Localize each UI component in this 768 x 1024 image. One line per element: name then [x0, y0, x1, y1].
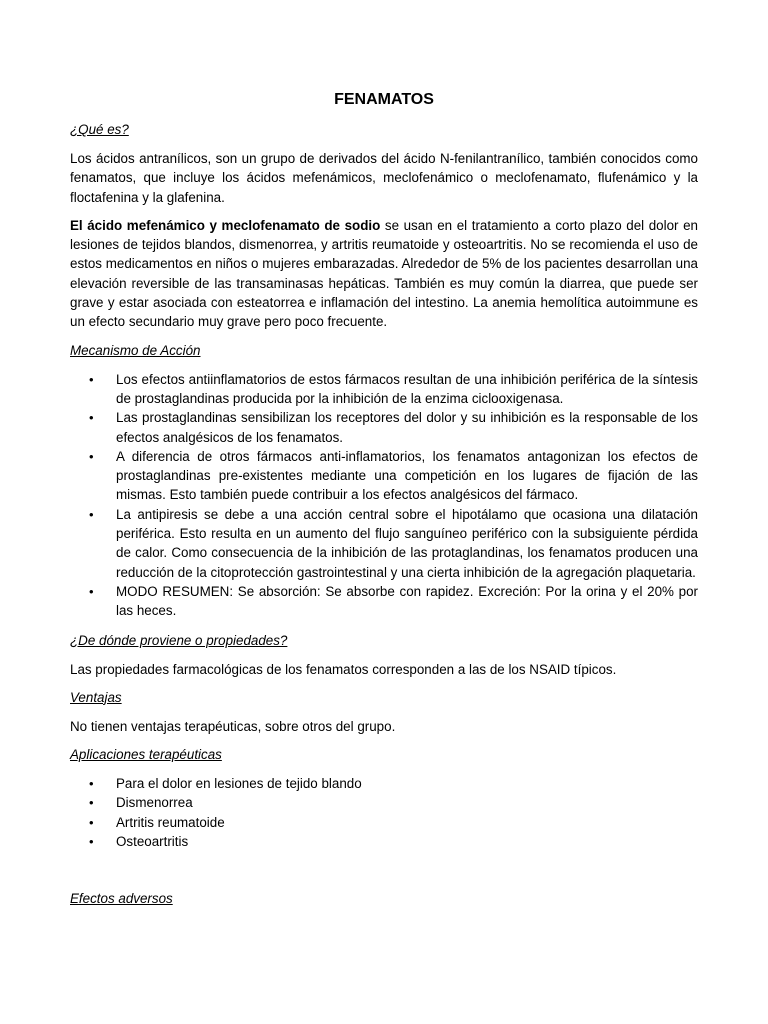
- paragraph-uses: [70, 216, 698, 332]
- paragraph-proviene: Las propiedades farmacológicas de los fenamatos corresponden a las de los NSAID típicos.: [70, 661, 617, 677]
- bullet-icon: •: [89, 776, 94, 792]
- list-item-text: La antipiresis se debe a una acción central sobre el hipotálamo que ocasiona una dilatación periférica. Esto resulta en un aumento del flujo sanguíneo periférico con la subsiguiente pérdida de calor. Como consecuencia de la inhibición de las protaglandinas, los fenamatos producen una reducción de la citoprotección gastrointestinal y una cierta inhibición de la agregación plaquetaria.: [116, 506, 698, 580]
- list-item: [70, 505, 698, 582]
- list-item: [70, 813, 698, 832]
- list-item: [70, 408, 698, 447]
- paragraph-ventajas: No tienen ventajas terapéuticas, sobre otros del grupo.: [70, 718, 396, 734]
- section-heading-proviene: ¿De dónde proviene o propiedades?: [70, 632, 288, 648]
- paragraph-definition: Los ácidos antranílicos, son un grupo de derivados del ácido N-fenilantranílico, también conocidos como fenamatos, que incluye los ácidos mefenámicos, meclofenámico o meclofenamato, flufenámico y la floctafenina y la glafenina.: [70, 151, 698, 205]
- bullet-icon: •: [89, 795, 94, 811]
- list-item: [70, 832, 698, 851]
- paragraph-uses-bold: El ácido mefenámico y meclofenamato de sodio: [70, 217, 381, 233]
- list-item-text: Artritis reumatoide: [116, 814, 225, 830]
- list-item: [70, 582, 698, 621]
- list-item: [70, 370, 698, 409]
- section-heading-mecanismo: Mecanismo de Acción: [70, 342, 201, 358]
- bullet-icon: •: [89, 448, 94, 464]
- list-item-text: Para el dolor en lesiones de tejido blando: [116, 776, 362, 792]
- document-body: [70, 90, 698, 918]
- list-item-text: MODO RESUMEN: Se absorción: Se absorbe con rapidez. Excreción: Por la orina y el 20% por las heces.: [116, 583, 698, 619]
- list-item-text: Las prostaglandinas sensibilizan los receptores del dolor y su inhibición es la responsable de los efectos analgésicos de los fenamatos.: [116, 410, 698, 445]
- list-item-text: Los efectos antiinflamatorios de estos fármacos resultan de una inhibición periférica de la síntesis de prostaglandinas producida por la inhibición de la enzima ciclooxigenasa.: [116, 371, 698, 406]
- aplicaciones-list: [70, 774, 698, 851]
- list-item: [70, 793, 698, 812]
- section-heading-ventajas: Ventajas: [70, 689, 122, 705]
- bullet-icon: •: [89, 583, 94, 599]
- document-title: FENAMATOS: [334, 91, 434, 108]
- bullet-icon: •: [89, 410, 94, 426]
- list-item-text: A diferencia de otros fármacos anti-inflamatorios, los fenamatos antagonizan los efectos de prostaglandinas pre-existentes mediante una competición en los lugares de fijación de las mismas. Esto también puede contribuir a los efectos analgésicos del fármaco.: [116, 448, 698, 503]
- list-item-text: Osteoartritis: [116, 834, 189, 850]
- bullet-icon: •: [89, 506, 94, 522]
- section-heading-que-es: ¿Qué es?: [70, 122, 129, 137]
- list-item-text: Dismenorrea: [116, 795, 193, 811]
- mecanismo-list: [70, 370, 698, 621]
- section-heading-efectos: Efectos adversos: [70, 891, 173, 907]
- section-heading-aplicaciones: Aplicaciones terapéuticas: [70, 747, 222, 763]
- bullet-icon: •: [89, 814, 94, 830]
- list-item: [70, 774, 698, 793]
- list-item: [70, 447, 698, 505]
- spacer: [70, 861, 698, 889]
- paragraph-uses-text: se usan en el tratamiento a corto plazo del dolor en lesiones de tejidos blandos, dismenorrea, y artritis reumatoide y osteoartritis. No se recomienda el uso de estos medicamentos en niños o mujeres embarazadas. Alrededor de 5% de los pacientes desarrollan una elevación reversible de las transaminasas hepáticas. También es muy común la diarrea, que puede ser grave y estar asociada con esteatorrea e inflamación del intestino. La anemia hemolítica autoimmune es un efecto secundario muy grave pero poco frecuente.: [70, 217, 698, 330]
- bullet-icon: •: [89, 834, 94, 850]
- bullet-icon: •: [89, 371, 94, 387]
